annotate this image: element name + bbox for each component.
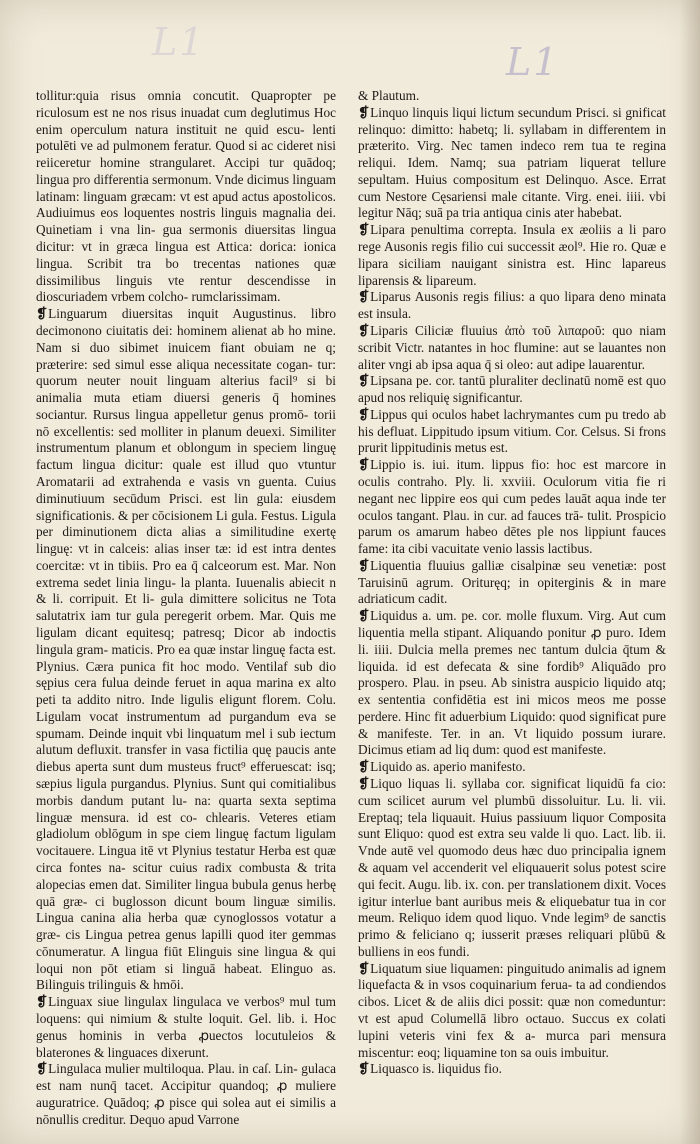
dictionary-entry <box>358 222 666 289</box>
dictionary-entry <box>358 105 666 222</box>
pilcrow-icon: ❡ <box>358 457 370 473</box>
dictionary-entry <box>358 323 666 373</box>
dictionary-entry <box>358 407 666 457</box>
entry-text: Linguarum diuersitas inquit Augustinus. libro decimonono ciuitatis dei: hominem alienat ab ho mine. Nam si duo sibimet inuicem fiant obuiam ne q; præterire: sed simul esse aliqua necessitate cogan- tur: quorum neuter nouit linguam alterius facil⁹ si bi animalia muta etiam diuersi generis q̄ homines sociantur. Rursus lingua appelletur genus promō- torii nō excellentis: sed molliter in planum deuexi. Similiter instrumentum planum et oblongum in speciem linguę factum lingua dicitur: quale est illud quo vtuntur Aromatarii ad extrahenda e vasis vn guenta. Cuius diminutiuum secūdum Prisci. est lin gula: eiusdem significationis. & per cōcisionem Li gula. Festus. Ligula per diminutionem dicta alias a similitudine exertę linguę: vt in calceis: alias inser tæ: id est intra dentes coercitæ: vt in tibiis. Pro ea q̄ calceorum est. Mar. Non extrema sedet linia lingu- la planta. Iuuenalis abiecit n & li. corripuit. Et li- gula dimittere solicitus ne Tota salutatrix iam tur gula peregerit orbem. Mar. Quis me ligulam dicant equitesq; patresq; Dicor ab indoctis lingula gram- maticis. Pro ea quæ instar linguę facta est. Plynius. Cæra punica fit hoc modo. Ventilaf sub dio sępius cera fulua deinde feruet in aqua marina ex alto peti ta addito nitro. Inde ligulis eligunt florem. Colu. Ligulam vocat instrumentum ad purgandum eva se spumam. Deinde inquit vbi linquatum mel i sub iectum alutum defluxit. transfer in vasa fictilia quę paucis ante diebus aperta sunt dum musteus fruct⁹ efferuescat: isq; sæpius ligula purgandus. Plynius. Sunt qui comitialibus morbis dandum putant lu- na: quarta sexta septima linguæ mensura. id est co- chlearis. Veteres etiam gladiolum oblōgum in spe ciem linguę factum ligulam vocitauere. Lingua itē vt Plynius testatur Herba est quæ circa fontes na- scitur cuius radix combusta & trita alopecias emen dat. Similiter lingua bubula genus herbę quā græ- ci buglosson dicunt boum linguæ similis. Lingua canina alia herba quæ cynoglossos votatur a græ- cis Lingua petrea genus lapilli quod iter gemmas cōnumeratur. A lingua fiūt Elinguis sine lingua & qui loqui non pōt etiam si linguā habeat. Elinguo as. Bilinguis trilinguis & hmōi. <box>36 306 336 993</box>
dictionary-entry <box>36 306 336 994</box>
left-column <box>36 88 336 1127</box>
dictionary-entry <box>36 1061 336 1128</box>
dictionary-entry <box>358 608 666 759</box>
entry-text: Lingulaca mulier multiloqua. Plau. in caſ. Lin- gulaca est nam nunq̄ tacet. Accipitur quandoq; ꝓ muliere auguratrice. Quādoq; ꝓ pisce qui solea aut ei similis a nōnullis creditur. Dequo apud Varrone <box>36 1061 336 1127</box>
dictionary-entry <box>358 759 666 776</box>
dictionary-entry <box>358 289 666 323</box>
entry-text: tollitur:quia risus omnia concutit. Quapropter pe riculosum est ne nos risus inuadat cum deglutimus Hoc enim operculum natura instituit ne quid escu- lenti potulēti ve ad pulmonem feratur. Quod si ac cideret nisi reiiceretur homine strangularet. Accipi tur quādoq; lingua pro differentia sermonum. Vnde dicimus linguam latinam: linguam græcam: vt est apud actus apostolicos. Audiuimus eos loquentes nostris linguis magnalia dei. Quinetiam i vna lin- gua sermonis diuersitas lingua dicitur: vt in græca lingua est Attica: dorica: ionica lingua. Scribit tra bo trecentas nationes quæ dissimilibus linguis vte rentur descendisse in dioscuriadem vrbem colcho- rumclarissimam. <box>36 88 336 305</box>
pilcrow-icon: ❡ <box>358 322 370 338</box>
pilcrow-icon: ❡ <box>358 289 370 305</box>
pilcrow-icon: ❡ <box>358 406 370 422</box>
entry-text: Lippus qui oculos habet lachrymantes cum pu tredo ab his defluat. Lippitudo ipsum vitium. Cor. Celsus. Si frons prurit lippitudinis metus est. <box>358 406 666 456</box>
pilcrow-icon: ❡ <box>36 994 48 1010</box>
folio-number-faint: L1 <box>152 20 206 64</box>
dictionary-entry <box>358 961 666 1062</box>
pilcrow-icon: ❡ <box>358 557 370 573</box>
entry-text: Lippio is. iui. itum. lippus fio: hoc est marcore in oculis contraho. Ply. li. xxviii. Oculorum vitia fie ri negant nec lippire eos qui cum pedes lauāt aqua inde ter oculos tangant. Plau. in cur. ad fauces trā- tulit. Prospicio parum os amarum habeo dētes ple nos lippiunt fauces fame: ita cibi vacuitate venio lassis lactibus. <box>358 457 666 557</box>
folio-number: L1 <box>506 40 560 84</box>
pilcrow-icon: ❡ <box>36 306 48 322</box>
dictionary-entry <box>358 776 666 961</box>
entry-text: Liquo liquas li. syllaba cor. significat liquidū fa cio: cum scilicet aurum vel plumbū dissoluitur. Lu. li. vii. Ereptaq; tela liquauit. Huius passiuum liquor Composita sunt Eliquo: quod est extra seu valde li quo. Lact. lib. ii. Vnde autē vel quomodo deus hæc duo principalia ignem & aquam vel accenderit vel eliquauerit solus potest scire qui fecit. Augu. lib. ix. con. per translationem dixit. Voces igitur interlue bant auribus meis & eliquebatur tua in cor meum. Reliquo idem quod liquo. Vnde legim⁹ de sanctis primo & feliciano q; iusserit præses reliquari plūbū & bulliens in eos fundi. <box>358 776 666 959</box>
dictionary-entry <box>358 1061 666 1078</box>
entry-text: Liquentia fluuius galliæ cisalpinæ seu venetiæ: post Taruisinū agrum. Orituręq; in opiterginis & in mare adriaticum cadit. <box>358 557 666 607</box>
dictionary-entry <box>36 994 336 1061</box>
pilcrow-icon: ❡ <box>358 608 370 624</box>
pilcrow-icon: ❡ <box>358 960 370 976</box>
page-edge-shadow <box>680 0 700 1144</box>
pilcrow-icon: ❡ <box>358 104 370 120</box>
dictionary-entry <box>358 558 666 608</box>
entry-text: Linguax siue lingulax lingulaca ve verbos⁹ mul tum loquens: qui nimium & stulte loquit. Gel. lib. i. Hoc genus hominis in verba ꝓuectos locutuleios & blaterones & linguaces dixerunt. <box>36 994 336 1060</box>
pilcrow-icon: ❡ <box>358 1061 370 1077</box>
entry-text: Lipsana pe. cor. tantū pluraliter declinatū nomē est quo apud nos reliquię significantur. <box>358 373 666 406</box>
entry-text: Liquido as. aperio manifesto. <box>370 759 526 775</box>
entry-text: Lipara penultima correpta. Insula ex æoliis a li paro rege Ausonis regis filio cui successit æol⁹. Hie ro. Quæ e lipara siciliam nauigant sinistra est. Hinc lapareus liparensis & lipareum. <box>358 222 666 288</box>
entry-text: Linquo linquis liqui lictum secundum Prisci. si gnificat relinquo: dimitto: habetq; li. syllabam in differentem in præterito. Virg. Nec tamen indeco rem tua te regina reliqui. Idem. Namq; sua patriam liquerat tellure sepultam. Huius compositum est Delinquo. Asce. Errat cum Nestore Cęsariensi male citante. Virg. enei. iiii. vbi legitur Nāq; suā pa tria antiqua cinis ater habebat. <box>358 104 666 221</box>
entry-text: Liquidus a. um. pe. cor. molle fluxum. Virg. Aut cum liquentia mella stipant. Aliquando ponitur ꝓ puro. Idem li. iiii. Dulcia mella premes nec tantum dulcia q̄tum & liquida. id est defecata & sine fordib⁹ Aliquādo pro prospero. Plau. in pseu. Ab sinistra auspicio liquido atq; ex sententia confidētia est ini micos meos me posse perdere. Hinc fit aduerbium Liquido: quod significat pure & manifeste. Ter. in an. Vt liquido possum iurare. Dicimus etiam ad liq dum: quod est manifeste. <box>358 608 666 758</box>
pilcrow-icon: ❡ <box>358 222 370 238</box>
right-column <box>358 88 666 1088</box>
entry-text: Liparis Ciliciæ fluuius ἀπὸ τοῦ λιπαροῦ: quo niam scribit Victr. natantes in hoc flumine: aut se lauantes non aliter vngi ab ipsa aqua q̄ si oleo: aut adipe lauarentur. <box>358 322 666 372</box>
pilcrow-icon: ❡ <box>358 759 370 775</box>
entry-text: & Plautum. <box>358 88 420 103</box>
dictionary-entry <box>358 88 666 105</box>
pilcrow-icon: ❡ <box>36 1061 48 1077</box>
entry-text: Liparus Ausonis regis filius: a quo lipara deno minata est insula. <box>358 289 666 322</box>
entry-text: Liquatum siue liquamen: pinguitudo animalis ad ignem liquefacta & in vsos coquinarium ferua- ta ad condiendos cibos. Licet & de aliis dici possit: quæ non comeduntur: vt est apud Columellā libro octauo. Succus ex colati lupini veteris vini fex & a- murca pari mensura miscentur: eoq; liquamine ton sa ouis imbuitur. <box>358 960 666 1060</box>
pilcrow-icon: ❡ <box>358 776 370 792</box>
dictionary-entry <box>358 457 666 558</box>
pilcrow-icon: ❡ <box>358 373 370 389</box>
entry-text: Liquasco is. liquidus fio. <box>370 1061 503 1077</box>
dictionary-entry <box>36 88 336 306</box>
dictionary-entry <box>358 373 666 407</box>
